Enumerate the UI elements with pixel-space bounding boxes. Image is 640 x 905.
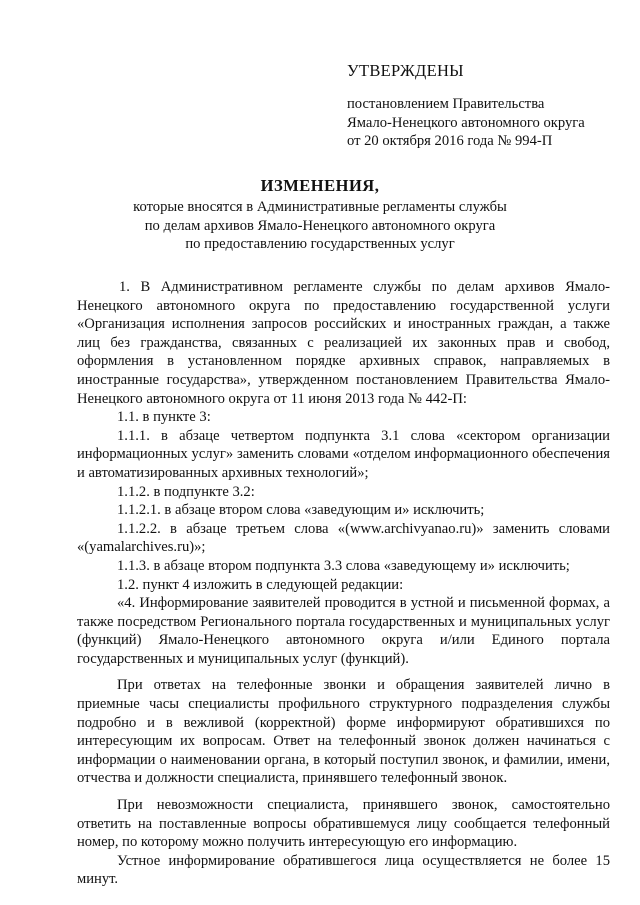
paragraph-unable-to-answer: При невозможности специалиста, принявшего звонок, самостоятельно ответить на поставленные вопросы обратившемуся лицу сообщается телефонный номер, по которому можно получить интересующую его информацию. [77,797,610,851]
paragraph-item-1: 1. В Административном регламенте службы по делам архивов Ямало-Ненецкого автономного округа по предоставлению государственной услуги «Организация исполнения запросов российских и иностранных граждан, а также лиц без гражданства, связанных с реализацией их законных прав и свобод, оформления в установленном порядке архивных справок, направляемых в иностранные государства», утвержденном постановлением Правительства Ямало-Ненецкого автономного округа от 11 июня 2013 года № 442-П: [77,279,610,407]
paragraph-oral-duration: Устное информирование обратившегося лица осуществляется не более 15 минут. [77,852,610,888]
paragraph-item-1-1-2-2: 1.1.2.2. в абзаце третьем слова «(www.archivyanao.ru)» заменить словами «(yamalarchives.ru)»; [77,520,610,556]
document-subtitle-line-3: по предоставлению государственных услуг [185,236,455,252]
document-heading [40,175,600,254]
document-title: ИЗМЕНЕНИЯ, [260,176,380,195]
approval-block [347,60,627,151]
approval-line-region: Ямало-Ненецкого автономного округа [347,114,585,131]
paragraph-item-1-1-3: 1.1.3. в абзаце втором подпункта 3.3 слова «заведующему и» исключить; [117,557,570,574]
document-body [77,278,610,889]
document-subtitle-line-1: которые вносятся в Административные регламенты службы [133,199,507,215]
paragraph-item-1-2: 1.2. пункт 4 изложить в следующей редакции: [117,576,404,593]
approval-line-resolution: постановлением Правительства [347,96,545,112]
paragraph-item-4: «4. Информирование заявителей проводится в устной и письменной формах, а также посредством Регионального портала государственных и муниципальных услуг (функций) Ямало-Ненецкого автономного округа и/или Единого портала государственных и муниципальных услуг (функций). [77,595,610,667]
document-subtitle-line-2: по делам архивов Ямало-Ненецкого автономного округа [144,217,496,234]
paragraph-item-1-1-1: 1.1.1. в абзаце четвертом подпункта 3.1 слова «сектором организации информационных услуг» заменить словами «отделом информационного обеспечения и автоматизированных архивных технологий»; [77,427,610,481]
approval-line-date-number: от 20 октября 2016 года № 994-П [347,133,553,149]
paragraph-item-1-1-2-1: 1.1.2.1. в абзаце втором слова «заведующим и» исключить; [117,502,485,519]
paragraph-item-1-1: 1.1. в пункте 3: [117,409,211,426]
paragraph-item-1-1-2: 1.1.2. в подпункте 3.2: [117,483,255,500]
approval-title: УТВЕРЖДЕНЫ [347,61,464,80]
paragraph-phone-inquiries: При ответах на телефонные звонки и обращения заявителей лично в приемные часы специалисты профильного структурного подразделения службы подробно и в вежливой (корректной) форме информируют обратившихся по интересующим их вопросам. Ответ на телефонный звонок должен начинаться с информации о наименовании органа, в который поступил звонок, и фамилии, имени, отчества и должности специалиста, принявшего телефонный звонок. [77,677,610,787]
